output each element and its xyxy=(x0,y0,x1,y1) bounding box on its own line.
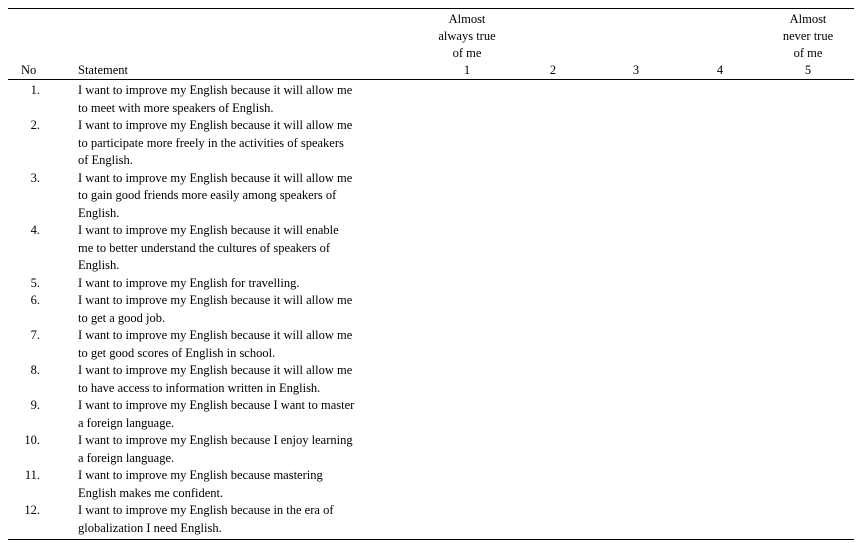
row-statement xyxy=(78,397,418,432)
scale-right-label xyxy=(758,11,858,62)
statement-line: English. xyxy=(78,258,120,272)
row-number: 1. xyxy=(30,83,40,97)
statement-line: to gain good friends more easily among speakers of xyxy=(78,188,337,202)
row-number: 4. xyxy=(30,223,40,237)
statement-line: to participate more freely in the activities of speakers xyxy=(78,135,344,150)
column-header-scale-5: 5 xyxy=(804,63,812,77)
column-header-scale-1: 1 xyxy=(463,63,471,77)
row-number: 8. xyxy=(30,363,40,377)
row-number: 2. xyxy=(30,118,40,132)
statement-line: I want to improve my English because it will allow me xyxy=(78,363,353,377)
column-header-scale-4: 4 xyxy=(716,63,724,77)
scale-left-label-line: always true xyxy=(438,29,496,43)
statement-line: I want to improve my English because it will allow me xyxy=(78,118,353,132)
statement-line: to have access to information written in English. xyxy=(78,380,321,395)
statement-line: a foreign language. xyxy=(78,415,175,430)
row-number: 10. xyxy=(24,433,40,447)
scale-right-label-line: Almost xyxy=(789,12,827,26)
column-header-no: No xyxy=(21,63,37,77)
statement-line: to get a good job. xyxy=(78,310,166,325)
statement-line: I want to improve my English because I enjoy learning xyxy=(78,433,353,447)
table-row xyxy=(8,362,854,397)
statement-line: English. xyxy=(78,205,120,220)
table-row xyxy=(8,432,854,467)
row-statement xyxy=(78,467,418,502)
column-header-scale-2: 2 xyxy=(549,63,557,77)
table-row xyxy=(8,117,854,170)
table-row xyxy=(8,170,854,223)
statement-line: I want to improve my English because it will enable xyxy=(78,223,339,237)
statement-line: I want to improve my English because it will allow me xyxy=(78,83,353,97)
statement-line: me to better understand the cultures of speakers of xyxy=(78,240,330,255)
statement-line: English makes me confident. xyxy=(78,485,224,500)
questionnaire-table xyxy=(8,8,854,540)
table-row xyxy=(8,82,854,117)
scale-left-label xyxy=(417,11,517,62)
table-row xyxy=(8,327,854,362)
row-statement xyxy=(78,82,418,117)
row-statement xyxy=(78,502,418,537)
table-row xyxy=(8,222,854,275)
row-number: 7. xyxy=(30,328,40,342)
statement-line: of English. xyxy=(78,153,133,167)
row-number: 6. xyxy=(30,293,40,307)
statement-line: I want to improve my English for travelling. xyxy=(78,275,300,290)
statement-line: to get good scores of English in school. xyxy=(78,345,276,360)
scale-left-label-line: Almost xyxy=(448,12,486,26)
column-header-statement: Statement xyxy=(78,63,128,77)
row-statement xyxy=(78,222,418,275)
table-row xyxy=(8,275,854,293)
statement-line: a foreign language. xyxy=(78,450,175,465)
row-number: 3. xyxy=(30,170,40,185)
table-row xyxy=(8,397,854,432)
column-header-scale-3: 3 xyxy=(632,63,640,77)
table-header xyxy=(8,9,854,80)
row-statement xyxy=(78,362,418,397)
statement-line: I want to improve my English because I want to master xyxy=(78,398,355,412)
row-statement xyxy=(78,117,418,170)
row-statement xyxy=(78,292,418,327)
row-statement xyxy=(78,170,418,223)
table-row xyxy=(8,467,854,502)
row-statement xyxy=(78,432,418,467)
table-row xyxy=(8,292,854,327)
scale-right-label-line: never true xyxy=(782,29,834,43)
statement-line: I want to improve my English because mastering xyxy=(78,468,323,482)
row-number: 11. xyxy=(24,468,40,482)
statement-line: I want to improve my English because it will allow me xyxy=(78,328,353,342)
statement-line: I want to improve my English because it will allow me xyxy=(78,170,353,185)
row-number: 12. xyxy=(24,503,40,517)
statement-line: globalization I need English. xyxy=(78,520,222,535)
row-statement xyxy=(78,275,418,293)
statement-line: I want to improve my English because it will allow me xyxy=(78,293,353,307)
table-row xyxy=(8,502,854,537)
scale-left-label-line: of me xyxy=(452,46,482,60)
row-number: 9. xyxy=(30,398,40,412)
row-number: 5. xyxy=(30,275,40,290)
statement-line: I want to improve my English because in the era of xyxy=(78,503,334,517)
scale-right-label-line: of me xyxy=(793,46,823,60)
statement-line: to meet with more speakers of English. xyxy=(78,100,274,115)
row-statement xyxy=(78,327,418,362)
table-body xyxy=(8,80,854,539)
